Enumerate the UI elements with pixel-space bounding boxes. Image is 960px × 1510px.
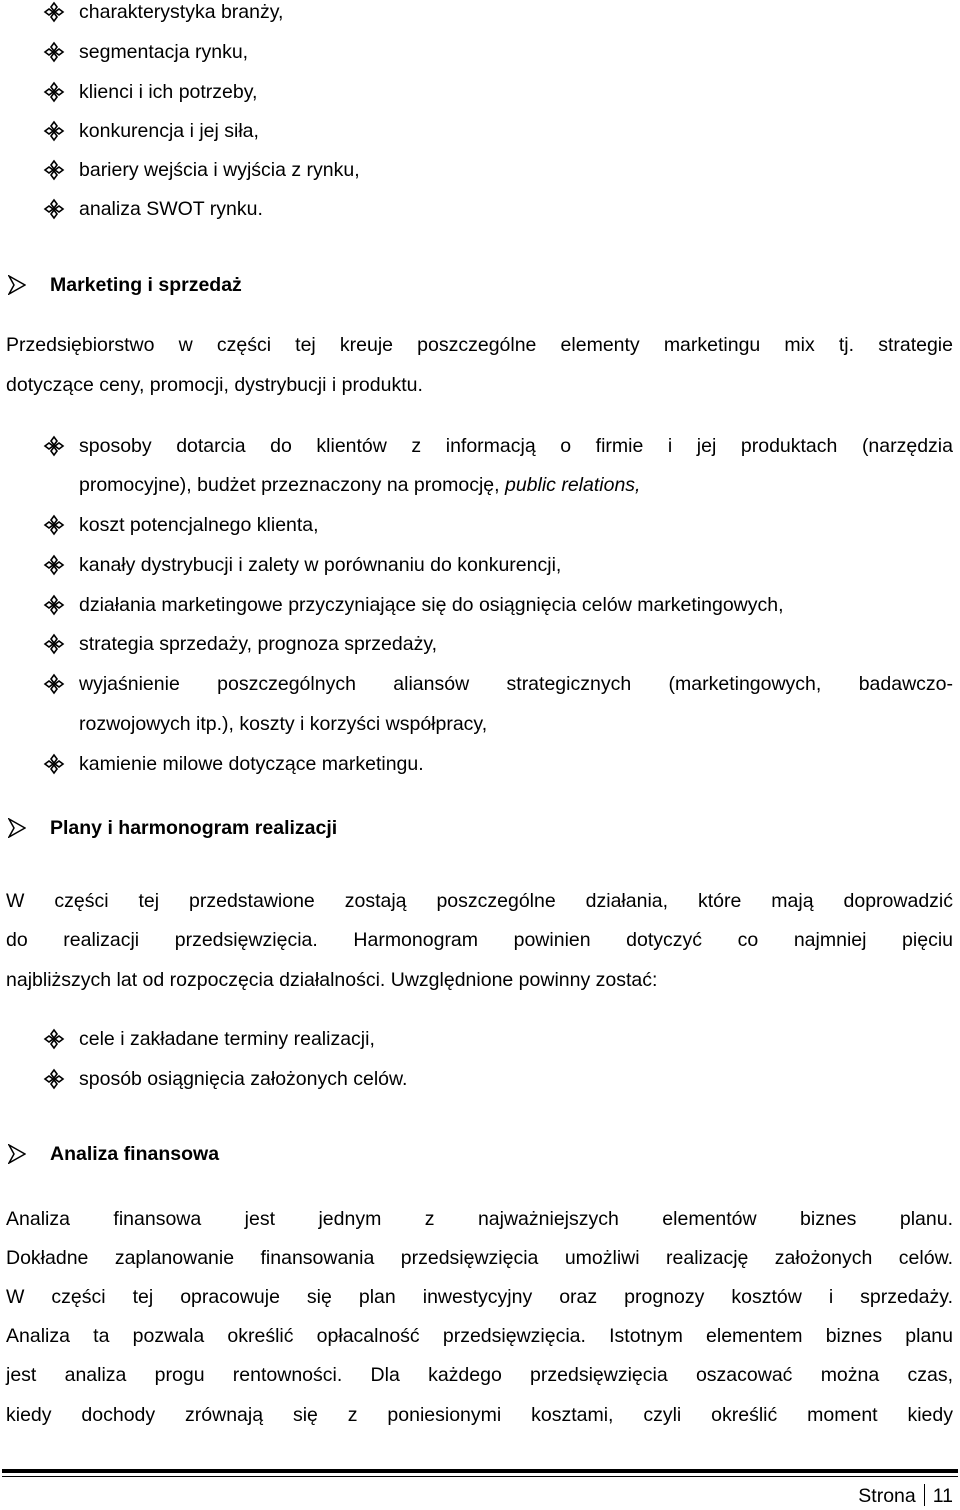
list-item-text-italic: public relations, [504, 474, 641, 496]
diamond-bullet-icon [43, 1028, 65, 1050]
footer-label: Strona [858, 1485, 916, 1507]
list-item-text: koszt potencjalnego klienta, [79, 514, 319, 536]
page-number: 11 [932, 1485, 953, 1507]
diamond-bullet-icon [43, 753, 65, 775]
diamond-bullet-icon [43, 435, 65, 457]
list-item-text: bariery wejścia i wyjścia z rynku, [79, 159, 360, 181]
footer-separator [924, 1484, 925, 1506]
paragraph-line: kiedy dochody zrównają się z poniesionymi kosztami, czyli określić moment kiedy [6, 1404, 953, 1426]
diamond-bullet-icon [43, 633, 65, 655]
list-item-text: analiza SWOT rynku. [79, 198, 263, 220]
list-item-text: sposoby dotarcia do klientów z informacją o firmie i jej produktach (narzędzia [79, 435, 953, 457]
paragraph-line: W części tej opracowuje się plan inwestycyjny oraz prognozy kosztów i sprzedaży. [6, 1286, 953, 1308]
paragraph-line: Analiza finansowa jest jednym z najważniejszych elementów biznes planu. [6, 1208, 953, 1230]
list-item-text: charakterystyka branży, [79, 1, 284, 23]
paragraph-line: Analiza ta pozwala określić opłacalność przedsięwzięcia. Istotnym elementem biznes planu [6, 1325, 953, 1347]
list-item-text [79, 473, 953, 497]
paragraph-line: jest analiza progu rentowności. Dla każdego przedsięwzięcia oszacować można czas, [6, 1364, 953, 1386]
diamond-bullet-icon [43, 1, 65, 23]
footer-rule [2, 1469, 958, 1473]
paragraph-line: W części tej przedstawione zostają poszczególne działania, które mają doprowadzić [6, 890, 953, 912]
diamond-bullet-icon [43, 159, 65, 181]
diamond-bullet-icon [43, 41, 65, 63]
list-item-text: wyjaśnienie poszczególnych aliansów strategicznych (marketingowych, badawczo- [79, 673, 953, 695]
paragraph-line: do realizacji przedsięwzięcia. Harmonogram powinien dotyczyć co najmniej pięciu [6, 929, 953, 951]
paragraph-line: dotyczące ceny, promocji, dystrybucji i produktu. [6, 374, 423, 396]
diamond-bullet-icon [43, 554, 65, 576]
list-item-text: konkurencja i jej siła, [79, 120, 259, 142]
list-item-text: cele i zakładane terminy realizacji, [79, 1028, 375, 1050]
diamond-bullet-icon [43, 198, 65, 220]
list-item-text: strategia sprzedaży, prognoza sprzedaży, [79, 633, 438, 655]
section-heading-text: Analiza finansowa [50, 1143, 220, 1165]
paragraph-line: Dokładne zaplanowanie finansowania przedsięwzięcia umożliwi realizację założonych celów. [6, 1247, 953, 1269]
paragraph-line: Przedsiębiorstwo w części tej kreuje poszczególne elementy marketingu mix tj. strategie [6, 334, 953, 356]
page-footer [858, 1484, 953, 1508]
diamond-bullet-icon [43, 1068, 65, 1090]
list-item-text: klienci i ich potrzeby, [79, 81, 258, 103]
list-item-text: rozwojowych itp.), koszty i korzyści współpracy, [79, 713, 488, 735]
diamond-bullet-icon [43, 514, 65, 536]
list-item-text: segmentacja rynku, [79, 41, 249, 63]
list-item-text: kamienie milowe dotyczące marketingu. [79, 753, 424, 775]
diamond-bullet-icon [43, 673, 65, 695]
section-heading-text: Plany i harmonogram realizacji [50, 817, 338, 839]
list-item-text-normal: promocyjne), budżet przeznaczony na promocję, [79, 474, 505, 496]
diamond-bullet-icon [43, 81, 65, 103]
section-heading-text: Marketing i sprzedaż [50, 274, 242, 296]
arrowhead-bullet-icon [8, 1144, 26, 1164]
diamond-bullet-icon [43, 120, 65, 142]
arrowhead-bullet-icon [8, 818, 26, 838]
list-item-text: kanały dystrybucji i zalety w porównaniu do konkurencji, [79, 554, 562, 576]
diamond-bullet-icon [43, 594, 65, 616]
arrowhead-bullet-icon [8, 275, 26, 295]
footer-rule-thin [2, 1476, 958, 1477]
list-item-text: sposób osiągnięcia założonych celów. [79, 1068, 408, 1090]
paragraph-line: najbliższych lat od rozpoczęcia działalności. Uwzględnione powinny zostać: [6, 969, 658, 991]
list-item-text: działania marketingowe przyczyniające się do osiągnięcia celów marketingowych, [79, 594, 784, 616]
